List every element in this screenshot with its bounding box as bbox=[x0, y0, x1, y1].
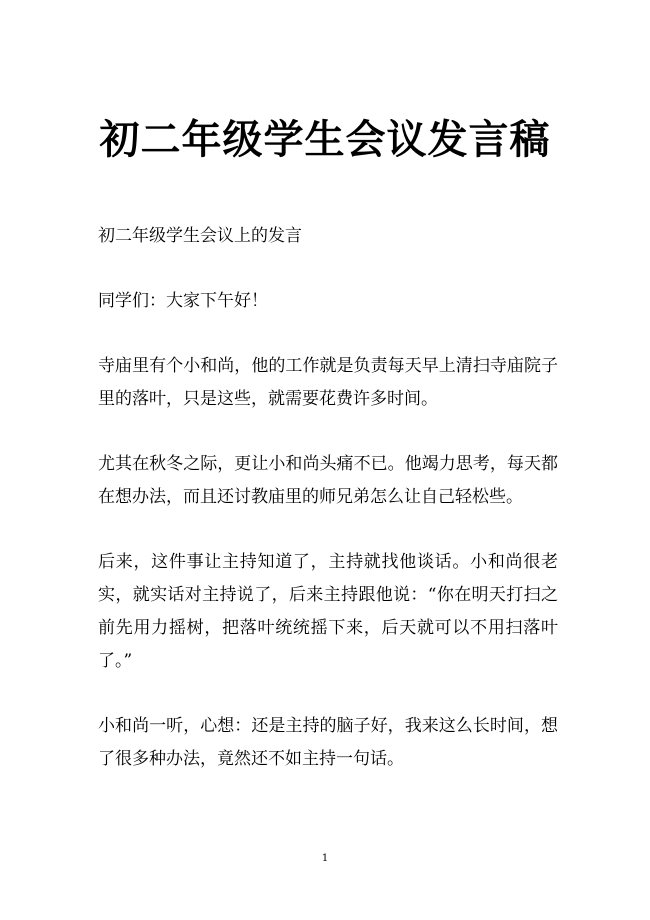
document-title: 初二年级学生会议发言稿 bbox=[99, 116, 551, 163]
body-paragraph: 小和尚一听，心想：还是主持的脑子好，我来这么长时间，想了很多种办法，竟然还不如主持一句话。 bbox=[98, 716, 558, 769]
body-paragraph: 后来，这件事让主持知道了，主持就找他谈话。小和尚很老实，就实话对主持说了，后来主持跟他说：“你在明天打扫之前先用力摇树，把落叶统统摇下来，后天就可以不用扫落叶了。” bbox=[98, 552, 558, 671]
document-body bbox=[98, 220, 558, 808]
subtitle-paragraph: 初二年级学生会议上的发言 bbox=[98, 226, 302, 246]
page-number: 1 bbox=[321, 853, 329, 864]
greeting-paragraph: 同学们：大家下午好！ bbox=[98, 291, 268, 311]
body-paragraph: 尤其在秋冬之际，更让小和尚头痛不已。他竭力思考，每天都在想办法，而且还讨教庙里的师兄弟怎么让自己轻松些。 bbox=[98, 454, 558, 507]
body-paragraph: 寺庙里有个小和尚，他的工作就是负责每天早上清扫寺庙院子里的落叶，只是这些，就需要花费许多时间。 bbox=[98, 356, 558, 409]
